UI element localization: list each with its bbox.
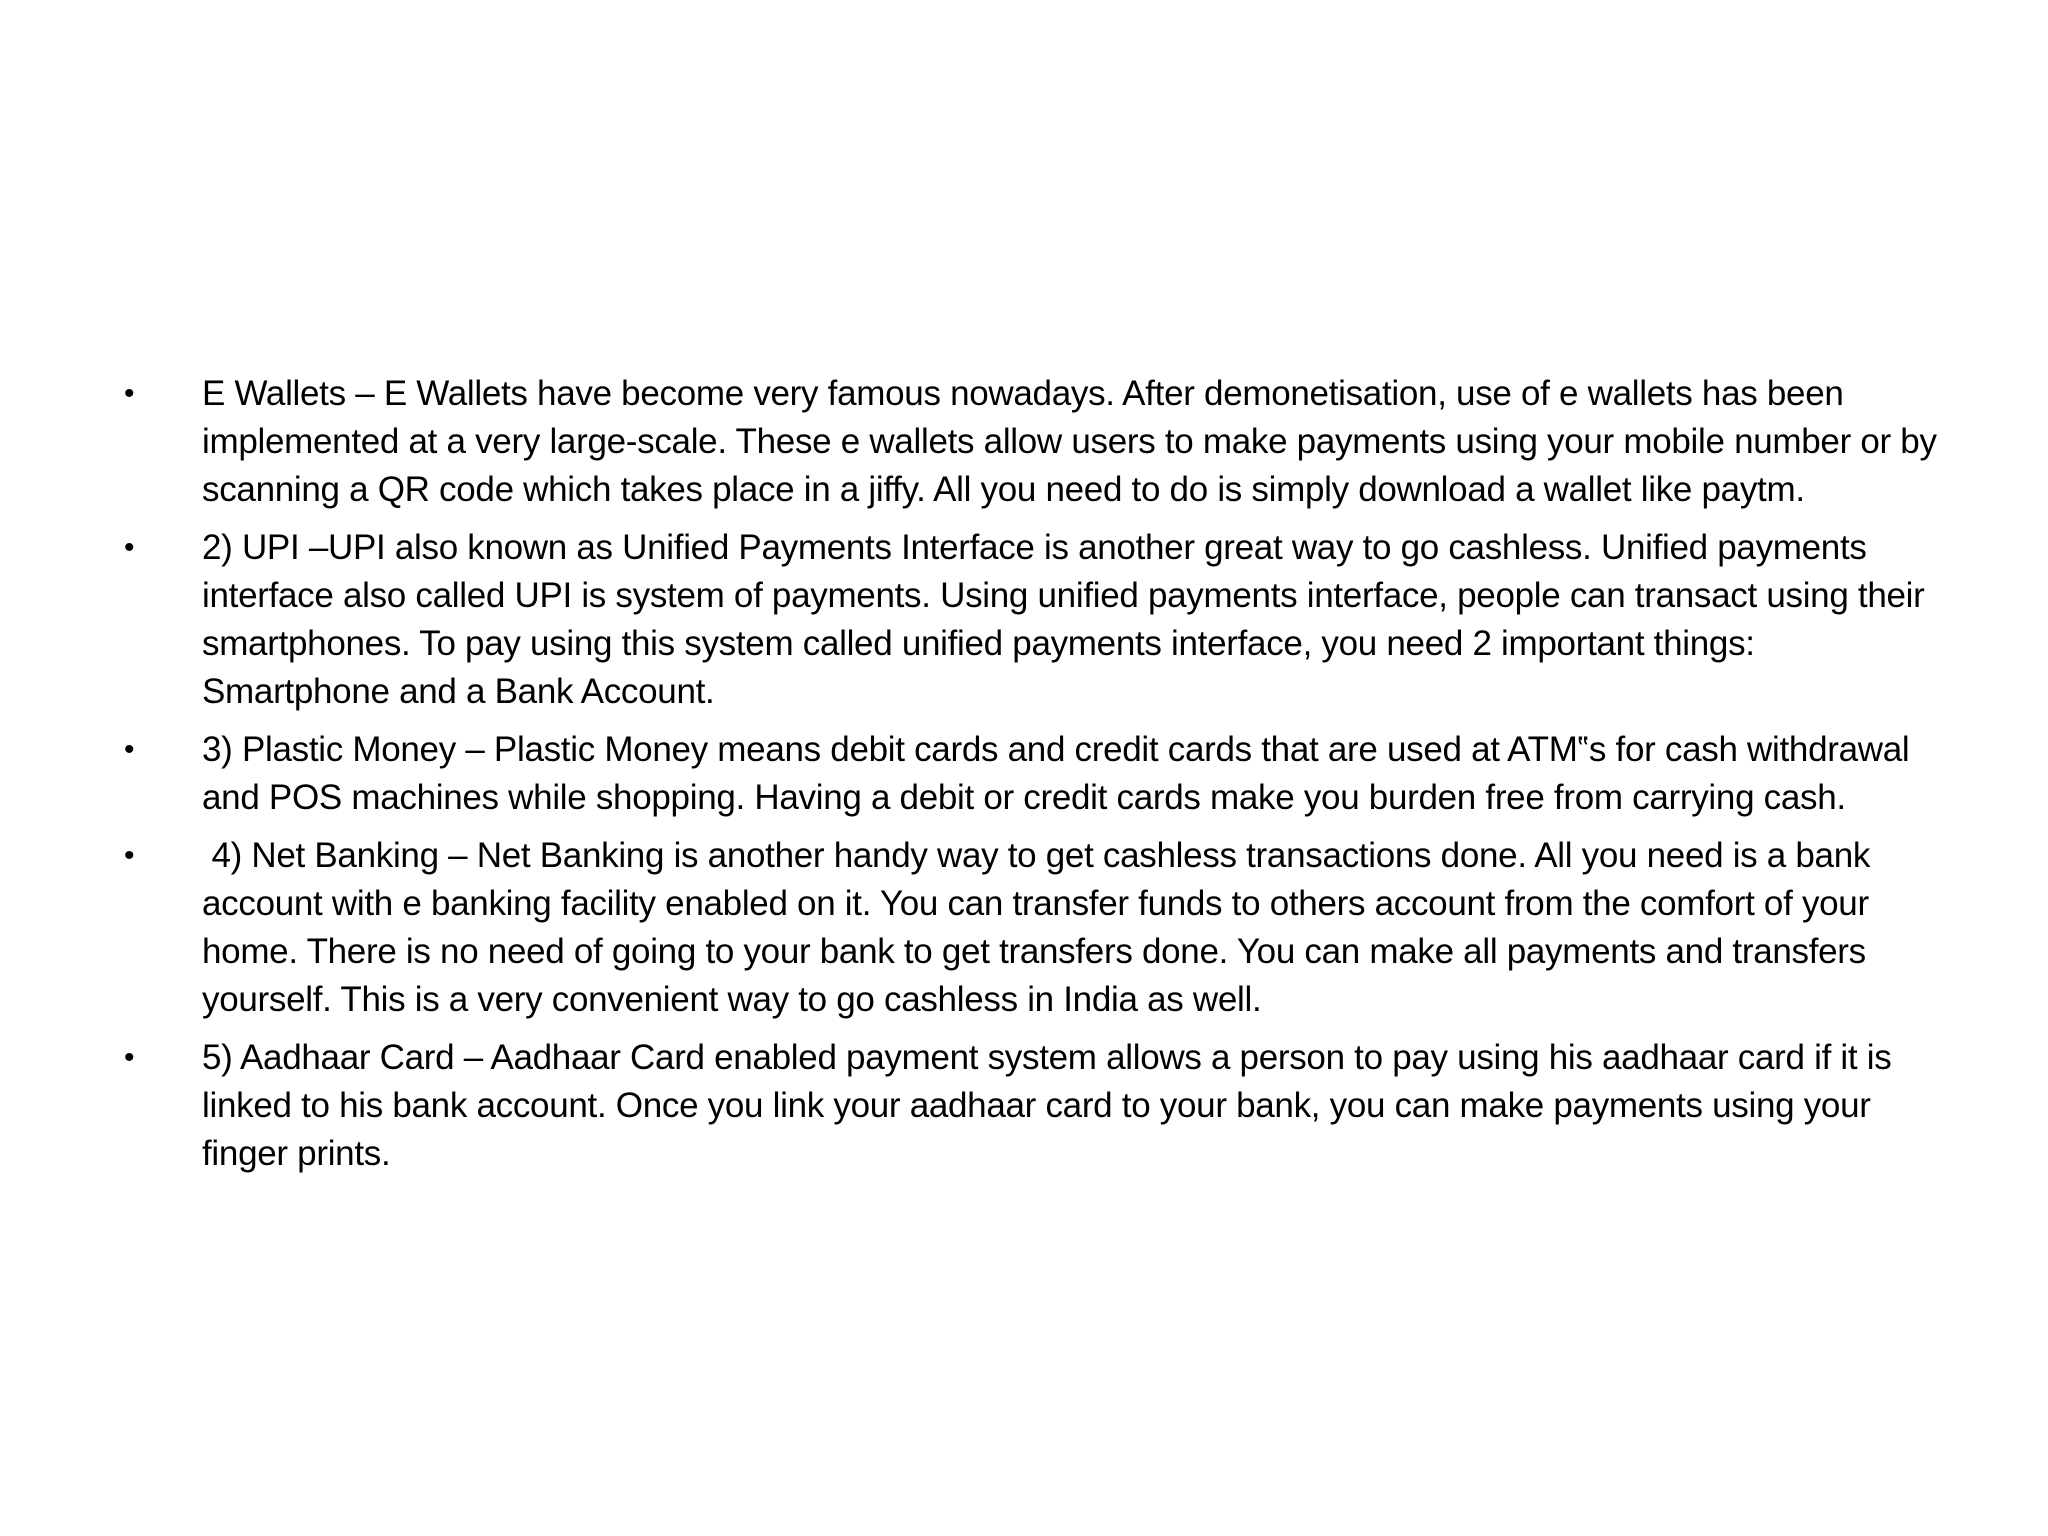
- bullet-icon: •: [124, 531, 135, 564]
- bullet-list: [124, 370, 1947, 1188]
- bullet-item-net-banking: [124, 832, 1944, 1024]
- bullet-text: E Wallets – E Wallets have become very famous nowadays. After demonetisation, use of e wallets has been implemented at a very large-scale. These e wallets allow users to make payments using your mobile number or by scanning a QR code which takes place in a jiffy. All you need to do is simply download a wallet like paytm.: [202, 374, 1947, 509]
- bullet-item-upi: [124, 524, 1944, 716]
- bullet-item-e-wallets: [124, 370, 1947, 514]
- bullet-text: 3) Plastic Money – Plastic Money means debit cards and credit cards that are used at ATM‟s for cash withdrawal and POS machines while shopping. Having a debit or credit cards make you burden free from carrying cash.: [202, 730, 1919, 817]
- bullet-text: 5) Aadhaar Card – Aadhaar Card enabled payment system allows a person to pay using his aadhaar card if it is linked to his bank account. Once you link your aadhaar card to your bank, you can make payments using your finger prints.: [202, 1038, 1901, 1173]
- bullet-item-aadhaar-card: [124, 1034, 1944, 1178]
- bullet-text: 2) UPI –UPI also known as Unified Payments Interface is another great way to go cashless. Unified payments interface also called UPI is system of payments. Using unified payments interface, people can transact using their smartphones. To pay using this system called unified payments interface, you need 2 important things: Smartphone and a Bank Account.: [202, 528, 1934, 711]
- bullet-item-plastic-money: [124, 726, 1944, 822]
- bullet-icon: •: [124, 839, 135, 872]
- bullet-icon: •: [124, 1041, 135, 1074]
- bullet-icon: •: [124, 733, 135, 766]
- bullet-text: 4) Net Banking – Net Banking is another handy way to get cashless transactions done. All you need is a bank account with e banking facility enabled on it. You can transfer funds to others account from the comfort of your home. There is no need of going to your bank to get transfers done. You can make all payments and transfers yourself. This is a very convenient way to go cashless in India as well.: [202, 836, 1880, 1019]
- bullet-icon: •: [124, 377, 135, 410]
